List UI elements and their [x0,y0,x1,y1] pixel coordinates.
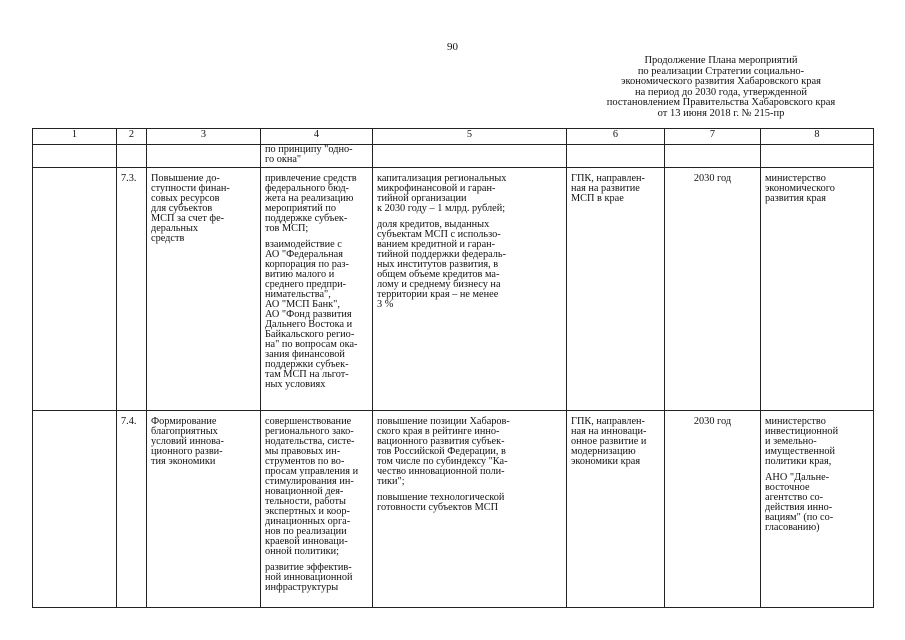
indicator-item: повышение позиции Хабаров- ского края в рейтинге инно- вационного развития субъек- тов Российской Федерации, в том числе по субиндексу "Ка- чество инновационной поли- тики"; [377,416,510,487]
column-header: 7 [665,129,761,145]
action-item: привлечение средств федерального бюд- жета на реализацию мероприятий по поддержке субъек- тов МСП; [265,173,357,234]
indicator-item: доля кредитов, выданных субъектам МСП с использо- ванием кредитной и гаран- тийной поддержки федераль- ных институтов развития, в общем объеме кредитов ма- лому и среднему бизнесу на территории края – не менее 3 % [377,219,507,310]
plan-table [32,128,874,608]
continuation-row [33,145,874,168]
header-line: Продолжение Плана мероприятий [644,55,798,66]
row-number: 7.4. [117,411,147,608]
source-cell: ГПК, направлен- ная на развитие МСП в крае [567,168,665,411]
column-header: 3 [147,129,261,145]
header-line: по реализации Стратегии социально- [637,65,805,77]
table-row [33,168,874,411]
year-cell: 2030 год [665,411,761,608]
executors-cell [761,168,874,411]
column-header: 5 [373,129,567,145]
source-cell: ГПК, направлен- ная на инноваци- онное развитие и модернизацию экономики края [567,411,665,608]
column-header: 6 [567,129,665,145]
column-header: 8 [761,129,874,145]
header-line: постановлением Правительства Хабаровского края [606,97,836,108]
action-item: взаимодействие с АО "Федеральная корпорация по раз- витию малого и среднего предпри- нимательства", АО "МСП Банк", АО "Фонд развития Дальнего Востока и Байкальского регио- на" по вопросам ока- зания финансовой поддержки субъек- там МСП на льгот- ных условиях [265,239,358,390]
actions-cell [261,411,373,608]
header-line: от 13 июня 2018 г. № 215-пр [657,107,785,119]
executor-item: министерство экономического развития края [765,173,835,204]
action-item: развитие эффектив- ной инновационной инфраструктуры [265,562,353,593]
row-number: 7.3. [117,168,147,411]
page-number: 90 [447,41,458,53]
column-header: 1 [33,129,117,145]
executors-cell [761,411,874,608]
column-header-row [33,129,874,145]
continuation-cell [261,145,373,168]
indicator-item: капитализация региональных микрофинансовой и гаран- тийной организации к 2030 году – 1 млрд. рублей; [377,173,507,214]
indicators-cell [373,168,567,411]
table-row [33,411,874,608]
executor-item: министерство инвестиционной и земельно- имущественной политики края, [765,416,839,467]
indicators-cell [373,411,567,608]
action-item: совершенствование регионального зако- нодательства, систе- мы правовых ин- струментов по во- просам управления и стимулирования ин- новационной дея- тельности, работы экспертных и коор- динационных орга- нов по реализации краевой инноваци- онной политики; [265,416,359,557]
column-header: 4 [261,129,373,145]
continuation-text: по принципу "одно- го окна" [265,144,353,165]
actions-cell [261,168,373,411]
document-header [571,56,871,119]
header-line: на период до 2030 года, утвержденной [634,86,808,98]
year-cell: 2030 год [665,168,761,411]
task-title: Повышение до- ступности финан- совых ресурсов для субъектов МСП за счет фе- деральных средств [147,168,261,411]
indicator-item: повышение технологической готовности субъектов МСП [377,492,505,513]
task-title: Формирование благоприятных условий иннова- ционного разви- тия экономики [147,411,261,608]
executor-item: АНО "Дальне- восточное агентство со- действия инно- вациям" (по со- гласованию) [765,472,834,533]
header-line: экономического развития Хабаровского края [620,76,822,87]
column-header: 2 [117,129,147,145]
